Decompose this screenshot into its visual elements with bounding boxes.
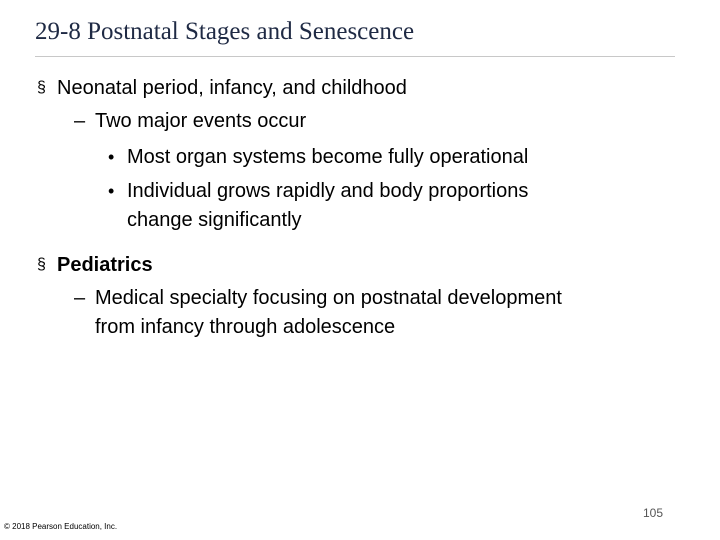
sub-sub-bullet-organ-systems: Most organ systems become fully operational	[127, 146, 529, 168]
dot-bullet-icon: •	[108, 181, 115, 201]
sub-bullet-specialty-line-1: Medical specialty focusing on postnatal development	[95, 287, 562, 309]
dot-bullet-icon: •	[108, 147, 115, 167]
sub-sub-bullet-grows-line-2: change significantly	[127, 209, 302, 231]
square-bullet-icon: §	[37, 79, 46, 96]
copyright-notice: © 2018 Pearson Education, Inc.	[4, 522, 118, 531]
bullet-neonatal: Neonatal period, infancy, and childhood	[57, 77, 407, 99]
sub-sub-bullet-grows-line-1: Individual grows rapidly and body proportions	[127, 180, 529, 202]
dash-bullet-icon: –	[74, 287, 86, 309]
bullet-pediatrics: Pediatrics	[57, 254, 153, 276]
title-divider	[35, 56, 675, 57]
sub-bullet-specialty-line-2: from infancy through adolescence	[95, 316, 396, 338]
slide-title: 29-8 Postnatal Stages and Senescence	[35, 18, 415, 45]
slide-number: 105	[643, 506, 664, 520]
square-bullet-icon: §	[37, 256, 46, 273]
dash-bullet-icon: –	[74, 110, 86, 132]
sub-bullet-two-events: Two major events occur	[95, 110, 307, 132]
